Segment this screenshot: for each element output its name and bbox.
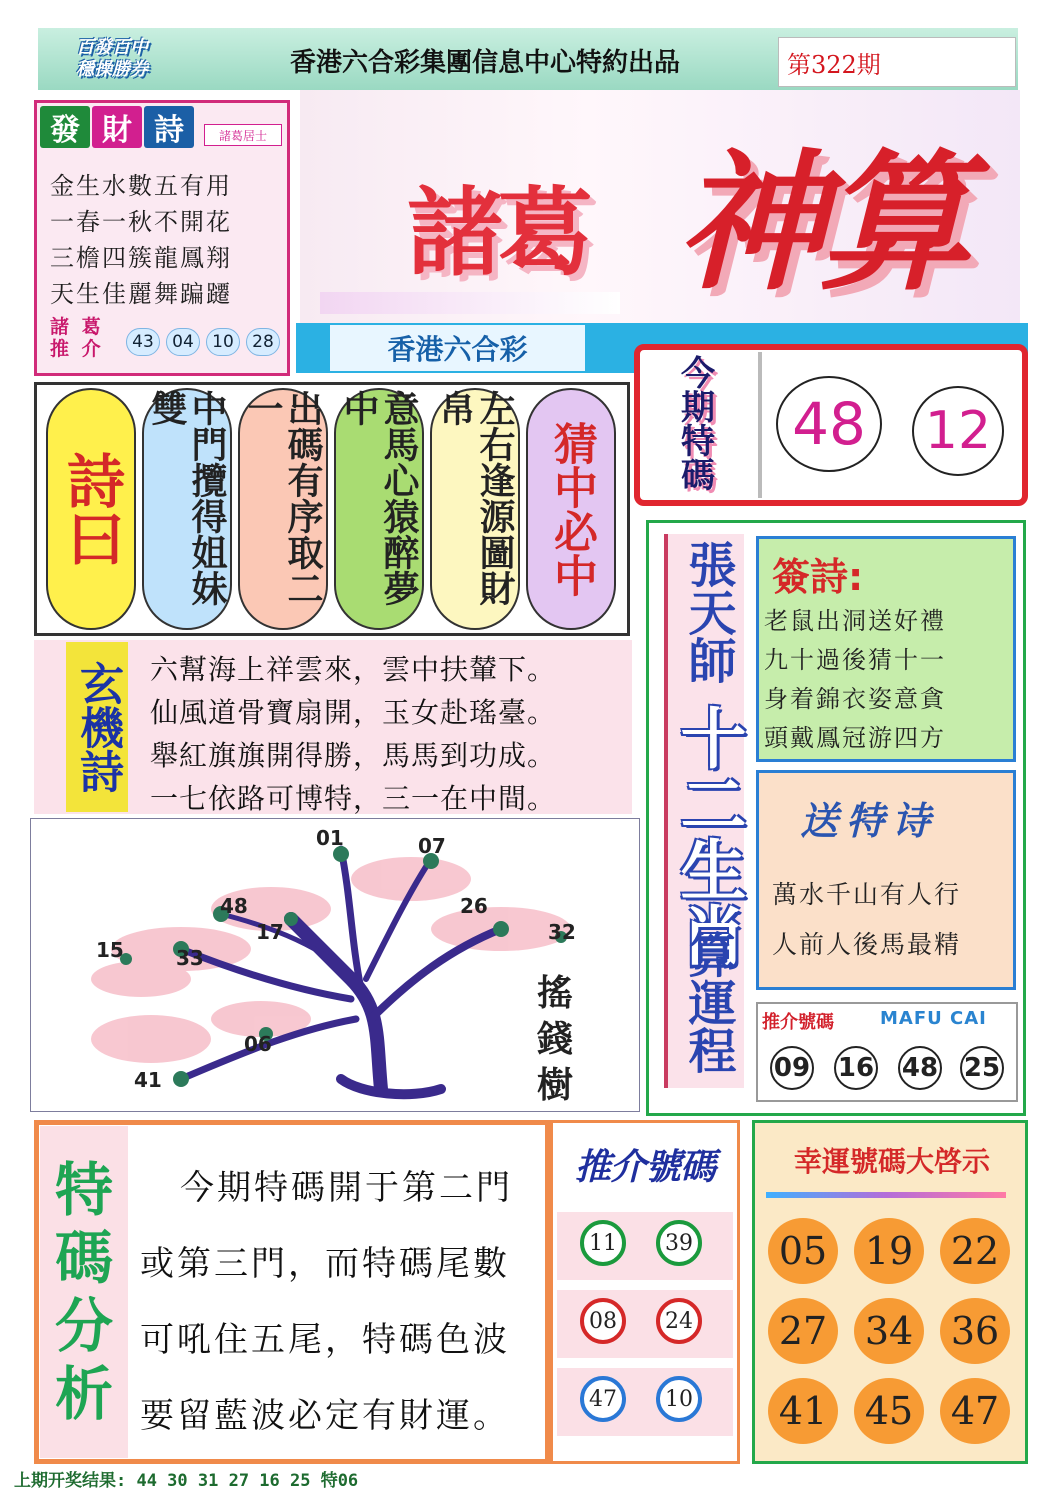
zhang-bottom: 算運程 <box>680 930 736 1074</box>
xuanji-line: 舉紅旗旗開得勝，馬馬到功成。 <box>150 739 557 772</box>
recommend-ball: 24 <box>656 1298 702 1344</box>
xuanji-label: 玄機詩 <box>66 642 128 812</box>
facai-line: 一春一秋不開花 <box>50 208 232 236</box>
mafu-number: 09 <box>770 1046 814 1090</box>
songte-line: 萬水千山有人行 <box>772 880 962 909</box>
mafu-number: 25 <box>960 1046 1004 1090</box>
brand-line-2: 穩操勝券 <box>76 59 148 80</box>
tree-number: 15 <box>96 938 124 962</box>
tree-number: 41 <box>134 1068 162 1092</box>
songte-poem <box>772 870 1012 970</box>
analysis-text <box>140 1150 546 1454</box>
shiyue-title: 詩曰 <box>57 451 125 567</box>
tree-number: 33 <box>176 946 204 970</box>
analysis-label-char: 碼 <box>54 1224 113 1292</box>
facai-line: 金生水數五有用 <box>50 172 232 200</box>
zhuge-number: 10 <box>206 328 240 356</box>
facai-tag-3: 詩 <box>144 106 194 148</box>
zhang-top: 張天師 <box>680 540 736 684</box>
tema-number: 48 <box>776 376 882 472</box>
lucky-underline <box>766 1192 1006 1198</box>
shiyue-column <box>142 388 232 630</box>
xuanji-line: 一七依路可博特，三一在中間。 <box>150 782 557 815</box>
tema-label-char: 特 <box>681 422 715 462</box>
tree-label-char: 樹 <box>536 1064 573 1106</box>
mafu-brand: MAFU CAI <box>880 1008 987 1029</box>
lucky-number: 47 <box>940 1378 1010 1444</box>
tema-label <box>650 354 746 496</box>
issue-number: 第322期 <box>778 37 1016 87</box>
tree-number: 07 <box>418 834 446 858</box>
mafu-number: 16 <box>834 1046 878 1090</box>
tree-label-char: 搖 <box>536 972 573 1014</box>
lucky-number: 41 <box>768 1378 838 1444</box>
recommend-ball: 10 <box>656 1376 702 1422</box>
banner-streak <box>320 292 620 314</box>
tree-number: 48 <box>220 894 248 918</box>
mafu-label: 推介號碼 <box>762 1012 834 1033</box>
facai-tag-1: 發 <box>40 106 90 148</box>
facai-line: 三檐四簇龍鳳翔 <box>50 244 232 272</box>
facai-tag-2: 財 <box>92 106 142 148</box>
tree-number: 17 <box>256 920 284 944</box>
recommend-ball: 39 <box>656 1220 702 1266</box>
banner-title-right: 神算 <box>675 135 964 311</box>
tree-label-char: 錢 <box>536 1018 573 1060</box>
hk-bar-label: 香港六合彩 <box>330 325 585 371</box>
lucky-number: 36 <box>940 1298 1010 1364</box>
zhuge-rec-label-2: 推 介 <box>50 338 104 360</box>
tree-number: 01 <box>316 826 344 850</box>
tree-number: 32 <box>548 920 576 944</box>
qianshi-line: 九十過後猜十一 <box>764 646 946 674</box>
zhuge-rec-label-1: 諸 葛 <box>50 316 104 338</box>
tree-number: 26 <box>460 894 488 918</box>
songte-title: 送特诗 <box>800 798 939 843</box>
lucky-title: 幸運號碼大啓示 <box>793 1145 990 1178</box>
zhang-column <box>664 534 744 1088</box>
facai-line: 天生佳麗舞蹁躚 <box>50 280 232 308</box>
facai-poem <box>50 168 285 312</box>
zhang-middle: 十二生肖 <box>669 704 746 968</box>
tema-label-char: 期 <box>681 388 715 428</box>
tree-number: 06 <box>244 1032 272 1056</box>
recommend-ball: 11 <box>580 1220 626 1266</box>
brand-tag <box>42 30 182 88</box>
analysis-line: 或第三門，而特碼尾數 <box>140 1244 510 1284</box>
lucky-number: 05 <box>768 1218 838 1284</box>
shiyue-final: 猜中必中 <box>546 421 597 597</box>
shiyue-title-pill <box>46 388 136 630</box>
qianshi-poem <box>764 602 1014 758</box>
zhuge-number: 43 <box>126 328 160 356</box>
xuanji-line: 仙風道骨寶扇開，玉女赴瑤臺。 <box>150 696 557 729</box>
recommend-title: 推介號碼 <box>574 1146 715 1188</box>
analysis-line: 今期特碼開于第二門 <box>180 1168 513 1208</box>
lucky-number: 19 <box>854 1218 924 1284</box>
shiyue-column-text: 中門攬得姐妹雙 <box>146 390 228 606</box>
shiyue-final-pill <box>526 388 616 630</box>
shiyue-column <box>238 388 328 630</box>
songte-line: 人前人後馬最精 <box>772 930 962 959</box>
mafu-number: 48 <box>898 1046 942 1090</box>
qianshi-line: 老鼠出洞送好禮 <box>764 607 946 635</box>
zhuge-rec-label <box>50 316 120 360</box>
lucky-number: 45 <box>854 1378 924 1444</box>
shiyue-column <box>430 388 520 630</box>
analysis-line: 要留藍波必定有財運。 <box>140 1396 510 1436</box>
last-draw-result: 上期开奖结果: 44 30 31 27 16 25 特06 <box>14 1471 359 1491</box>
analysis-label <box>40 1126 128 1458</box>
analysis-line: 可吼住五尾，特碼色波 <box>140 1320 510 1360</box>
brand-line-1: 百發百中 <box>76 37 148 58</box>
shiyue-column <box>334 388 424 630</box>
xuanji-line: 六幫海上祥雲來，雲中扶輦下。 <box>150 653 557 686</box>
tema-divider <box>758 352 762 498</box>
shiyue-column-text: 左右逢源圖財帛 <box>434 390 516 606</box>
qianshi-title: 簽詩: <box>772 555 864 599</box>
qianshi-line: 頭戴鳳冠游四方 <box>764 724 946 752</box>
analysis-label-char: 析 <box>54 1360 113 1428</box>
shiyue-column-text: 意馬心猿醉夢中 <box>338 390 420 606</box>
recommend-ball: 47 <box>580 1376 626 1422</box>
analysis-label-char: 特 <box>54 1156 113 1224</box>
analysis-label-char: 分 <box>54 1292 113 1360</box>
zhuge-number: 28 <box>246 328 280 356</box>
zhuge-number: 04 <box>166 328 200 356</box>
facai-author: 諸葛居士 <box>204 124 282 146</box>
lucky-number: 27 <box>768 1298 838 1364</box>
tema-label-char: 碼 <box>681 456 715 496</box>
money-tree-label <box>520 970 590 1108</box>
xuanji-poem <box>150 648 630 820</box>
qianshi-line: 身着錦衣姿意貪 <box>764 685 946 713</box>
shiyue-column-text: 出碼有序取二一 <box>242 390 324 606</box>
recommend-ball: 08 <box>580 1298 626 1344</box>
tema-number: 12 <box>912 386 1004 476</box>
banner-title-left: 諸葛 <box>407 175 587 289</box>
lucky-number: 22 <box>940 1218 1010 1284</box>
tema-label-char: 今 <box>681 354 715 394</box>
lucky-number: 34 <box>854 1298 924 1364</box>
header-title: 香港六合彩集團信息中心特約出品 <box>289 47 680 78</box>
